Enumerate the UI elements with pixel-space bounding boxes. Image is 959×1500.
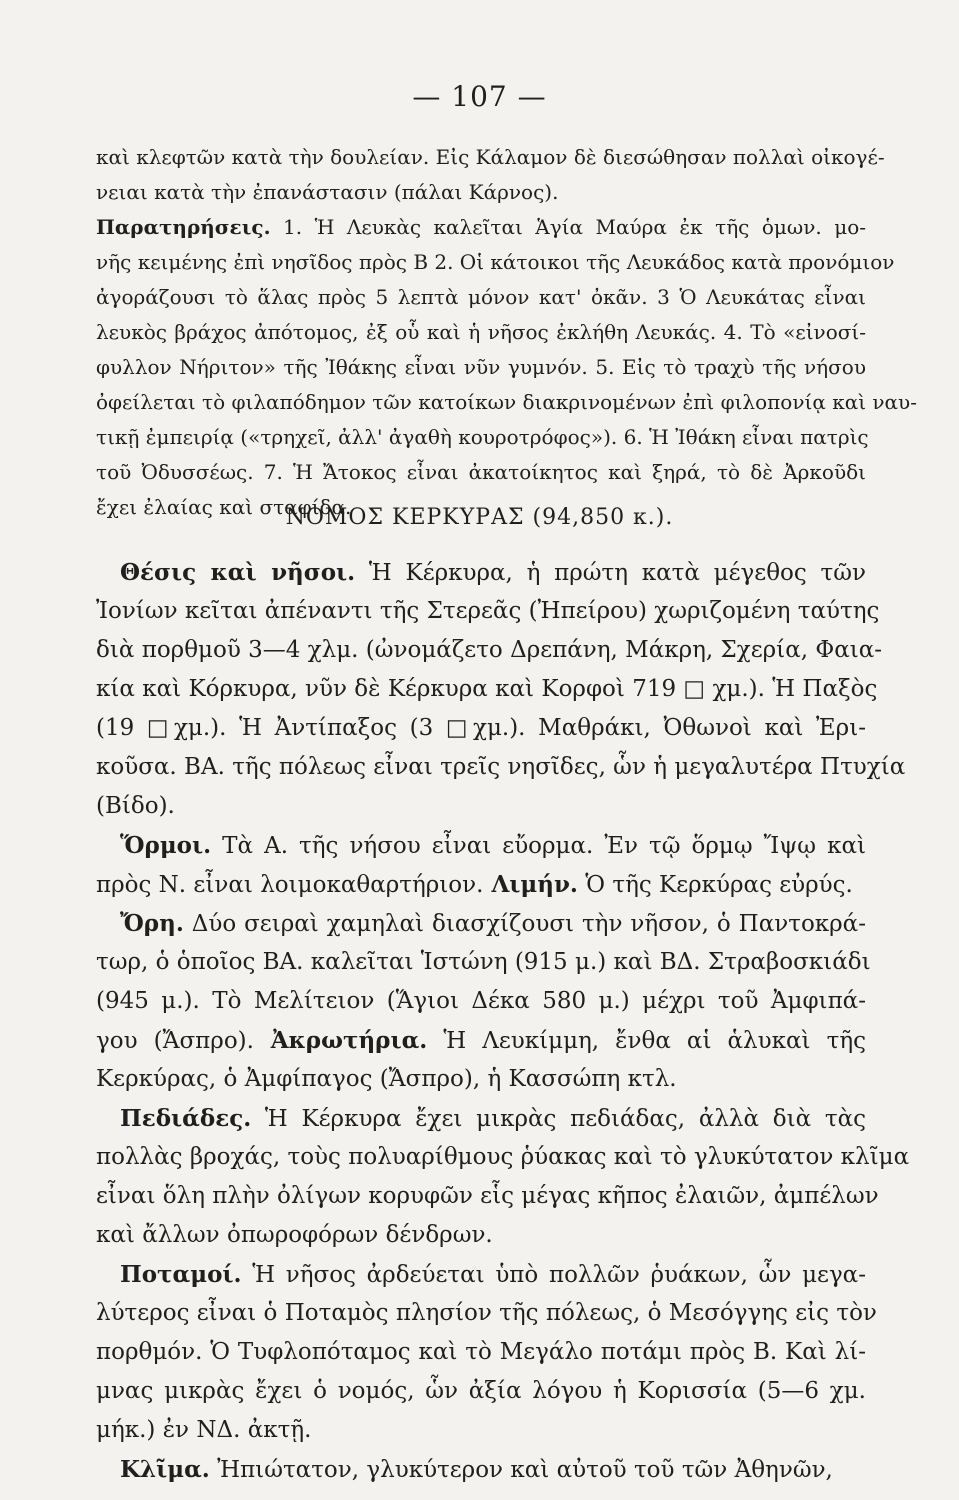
text-line: τοῦ Ὀδυσσέως. 7. Ἡ Ἄτοκος εἶναι ἀκατοίκητος καὶ ξηρά, τὸ δὲ Ἀρκοῦδι	[96, 460, 866, 484]
text-line	[96, 826, 866, 865]
text-line: (Βίδο).	[96, 793, 175, 819]
paragraph-heading: Πεδιάδες.	[120, 1105, 252, 1132]
text-line: καὶ κλεφτῶν κατὰ τὴν δουλείαν. Εἰς Κάλαμον δὲ διεσώθησαν πολλαὶ οἰκογέ-	[96, 145, 885, 169]
main-text	[96, 553, 910, 1489]
text-line: τικῇ ἐμπειρίᾳ («τρηχεῖ, ἀλλ' ἀγαθὴ κουροτρόφος»). 6. Ἡ Ἰθάκη εἶναι πατρὶς	[96, 425, 869, 449]
notes-heading: Παρατηρήσεις.	[96, 215, 271, 239]
text-line: τωρ, ὁ ὁποῖος ΒΑ. καλεῖται Ἱστώνη (915 μ.) καὶ ΒΔ. Στραβοσκιάδι	[96, 949, 871, 975]
text-line: λύτερος εἶναι ὁ Ποταμὸς πλησίον τῆς πόλεως, ὁ Μεσόγγης εἰς τὸν	[96, 1300, 877, 1326]
text-line	[96, 904, 866, 943]
text-line: κοῦσα. ΒΑ. τῆς πόλεως εἶναι τρεῖς νησῖδες, ὧν ἡ μεγαλυτέρα Πτυχία	[96, 754, 906, 780]
paragraph-heading: Ὅρμοι.	[120, 832, 212, 859]
text-line: φυλλον Νήριτον» τῆς Ἰθάκης εἶναι νῦν γυμνόν. 5. Εἰς τὸ τραχὺ τῆς νήσου	[96, 355, 866, 379]
text-line	[96, 1021, 866, 1060]
text-span: Ἠπιώτατον, γλυκύτερον καὶ αὐτοῦ τοῦ τῶν Ἀθηνῶν,	[209, 1457, 833, 1483]
section-title: ΝΟΜΟΣ ΚΕΡΚΥΡΑΣ (94,850 κ.).	[285, 505, 674, 530]
text-line: (19 □χμ.). Ἡ Ἀντίπαξος (3 □χμ.). Μαθράκι, Ὀθωνοὶ καὶ Ἐρι-	[96, 715, 866, 741]
text-span: 1. Ἡ Λευκὰς καλεῖται Ἁγία Μαύρα ἐκ τῆς ὁμων. μο-	[270, 215, 866, 239]
paragraph-heading: Ἀκρωτήρια.	[253, 1027, 428, 1054]
text-line	[96, 1099, 866, 1138]
text-line: ἀγοράζουσι τὸ ἅλας πρὸς 5 λεπτὰ μόνον κατ' ὀκᾶν. 3 Ὁ Λευκάτας εἶναι	[96, 285, 866, 309]
text-span: Δύο σειραὶ χαμηλαὶ διασχίζουσι τὴν νῆσον, ὁ Παντοκρά-	[183, 911, 866, 937]
text-line	[96, 553, 866, 592]
paragraph-heading: Ποταμοί.	[120, 1261, 242, 1288]
text-line	[96, 210, 866, 245]
text-span: πρὸς Ν. εἶναι λοιμοκαθαρτήριον.	[96, 872, 484, 898]
text-line	[96, 1255, 866, 1294]
text-line: ὀφείλεται τὸ φιλαπόδημον τῶν κατοίκων διακρινομένων ἐπὶ φιλοπονίᾳ καὶ ναυ-	[96, 390, 917, 414]
notes-paragraph	[96, 210, 917, 525]
text-line: νῆς κειμένης ἐπὶ νησῖδος πρὸς Β 2. Οἱ κάτοικοι τῆς Λευκάδος κατὰ προνόμιον	[96, 250, 895, 274]
text-span: Ἡ Λευκίμμη, ἔνθα αἱ ἁλυκαὶ τῆς	[427, 1028, 866, 1054]
text-span: Ἡ Κέρκυρα, ἡ πρώτη κατὰ μέγεθος τῶν	[355, 560, 866, 586]
text-line	[96, 865, 866, 904]
text-span: Ἡ Κέρκυρα ἔχει μικρὰς πεδιάδας, ἀλλὰ διὰ τὰς	[251, 1106, 866, 1132]
text-line: μνας μικρὰς ἔχει ὁ νομός, ὧν ἀξία λόγου ἡ Κορισσία (5—6 χμ.	[96, 1378, 866, 1404]
text-line: Κερκύρας, ὁ Ἀμφίπαγος (Ἄσπρο), ἡ Κασσώπη κτλ.	[96, 1066, 677, 1092]
text-line: λευκὸς βράχος ἀπότομος, ἐξ οὗ καὶ ἡ νῆσος ἐκλήθη Λευκάς. 4. Τὸ «εἰνοσί-	[96, 320, 866, 344]
paragraph-heading: Ὄρη.	[120, 910, 184, 937]
text-line: ἔχει ἐλαίας καὶ σταφίδα.	[96, 495, 352, 519]
text-line: κία καὶ Κόρκυρα, νῦν δὲ Κέρκυρα καὶ Κορφοὶ 719 □ χμ.). Ἡ Παξὸς	[96, 676, 878, 702]
paragraph-heading: Λιμήν.	[483, 871, 578, 898]
text-line	[96, 1450, 866, 1489]
text-line: Ἰονίων κεῖται ἀπέναντι τῆς Στερεᾶς (Ἠπείρου) χωριζομένη ταύτης	[96, 598, 880, 624]
text-line: διὰ πορθμοῦ 3—4 χλμ. (ὠνομάζετο Δρεπάνη, Μάκρη, Σχερία, Φαια-	[96, 637, 883, 663]
text-span: Ὁ τῆς Κερκύρας εὐρύς.	[577, 872, 853, 898]
paragraph-heading: Θέσις καὶ νῆσοι.	[120, 559, 356, 586]
text-line: εἶναι ὅλη πλὴν ὀλίγων κορυφῶν εἷς μέγας κῆπος ἐλαιῶν, ἀμπέλων	[96, 1183, 879, 1209]
text-line: καὶ ἄλλων ὀπωροφόρων δένδρων.	[96, 1222, 493, 1248]
text-line: πολλὰς βροχάς, τοὺς πολυαρίθμους ῥύακας καὶ τὸ γλυκύτατον κλῖμα	[96, 1144, 910, 1170]
paragraph-heading: Κλῖμα.	[120, 1456, 210, 1483]
text-line: (945 μ.). Τὸ Μελίτειον (Ἅγιοι Δέκα 580 μ.) μέχρι τοῦ Ἀμφιπά-	[96, 988, 866, 1014]
page-number: — 107 —	[412, 80, 547, 113]
text-line: νειαι κατὰ τὴν ἐπανάστασιν (πάλαι Κάρνος).	[96, 180, 559, 204]
text-span: Ἡ νῆσος ἀρδεύεται ὑπὸ πολλῶν ῥυάκων, ὧν μεγα-	[241, 1262, 866, 1288]
text-span: Τὰ Α. τῆς νήσου εἶναι εὔορμα. Ἐν τῷ ὅρμῳ Ἴψῳ καὶ	[211, 833, 866, 859]
text-span: γου (Ἄσπρο).	[96, 1028, 254, 1054]
text-line: πορθμόν. Ὁ Τυφλοπόταμος καὶ τὸ Μεγάλο ποτάμι πρὸς Β. Καὶ λί-	[96, 1339, 866, 1365]
intro-paragraph	[96, 140, 885, 210]
text-line: μήκ.) ἐν ΝΔ. ἀκτῇ.	[96, 1417, 312, 1443]
